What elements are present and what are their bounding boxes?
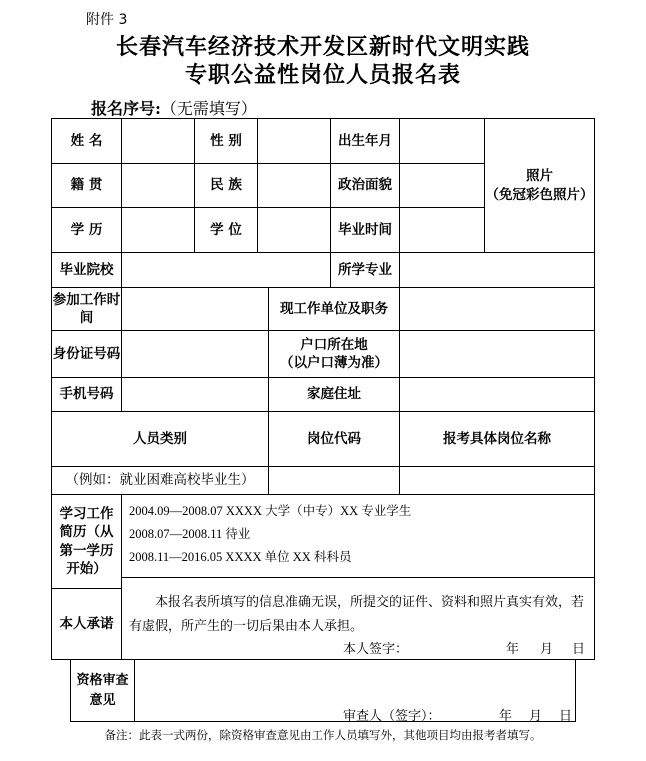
degree-label: 学 位 xyxy=(195,208,258,253)
history-label: 学习工作简历（从第一学历开始） xyxy=(52,495,122,589)
work-start-label: 参加工作时间 xyxy=(52,288,122,331)
history-entry: 2004.09—2008.07 XXXX 大学（中专）XX 专业学生 xyxy=(129,504,412,518)
ethnicity-field[interactable] xyxy=(258,164,331,208)
id-number-field[interactable] xyxy=(122,331,269,378)
degree-field[interactable] xyxy=(258,208,331,253)
phone-field[interactable] xyxy=(122,378,269,412)
post-code-field[interactable] xyxy=(269,467,400,495)
native-place-label: 籍 贯 xyxy=(52,164,122,208)
review-label: 资格审查意见 xyxy=(71,660,135,721)
review-sign-label: 审查人（签字）： xyxy=(343,709,441,724)
post-code-label: 岗位代码 xyxy=(269,412,400,467)
person-type-field[interactable]: （例如：就业困难高校毕业生） xyxy=(52,467,269,495)
major-label: 所学专业 xyxy=(331,253,400,288)
school-label: 毕业院校 xyxy=(52,253,122,288)
major-field[interactable] xyxy=(400,253,594,288)
current-work-field[interactable] xyxy=(400,288,594,331)
review-month: 月 xyxy=(529,709,543,724)
address-field[interactable] xyxy=(400,378,594,412)
native-place-field[interactable] xyxy=(122,164,195,208)
post-name-field[interactable] xyxy=(400,467,594,495)
hukou-field[interactable] xyxy=(400,331,594,378)
serial-number xyxy=(91,96,257,119)
name-label: 姓 名 xyxy=(52,119,122,164)
review-day: 日 xyxy=(559,709,573,724)
registration-form xyxy=(51,118,595,660)
phone-label: 手机号码 xyxy=(52,378,122,412)
pledge-label: 本人承诺 xyxy=(52,589,122,660)
current-work-label: 现工作单位及职务 xyxy=(269,288,400,331)
history-entry: 2008.11—2016.05 XXXX 单位 XX 科科员 xyxy=(129,550,352,564)
grad-time-field[interactable] xyxy=(400,208,485,253)
education-field[interactable] xyxy=(122,208,195,253)
birth-label: 出生年月 xyxy=(331,119,400,164)
pledge-month: 月 xyxy=(540,642,554,657)
gender-label: 性 别 xyxy=(195,119,258,164)
pledge-day: 日 xyxy=(572,642,586,657)
photo-box[interactable]: 照片 （免冠彩色照片） xyxy=(485,119,594,253)
page-title-line-1: 长春汽车经济技术开发区新时代文明实践 xyxy=(115,34,530,60)
political-field[interactable] xyxy=(400,164,485,208)
name-field[interactable] xyxy=(122,119,195,164)
person-type-label: 人员类别 xyxy=(52,412,269,467)
history-entry: 2008.07—2008.11 待业 xyxy=(129,527,251,541)
pledge-sign-label: 本人签字： xyxy=(343,642,409,657)
education-label: 学 历 xyxy=(52,208,122,253)
id-number-label: 身份证号码 xyxy=(52,331,122,378)
grad-time-label: 毕业时间 xyxy=(331,208,400,253)
serial-label: 报名序号: xyxy=(91,99,161,118)
pledge-text: 本报名表所填写的信息准确无误，所提交的证件、资料和照片真实有效，若有虚假，所产生的一切后果由本人承担。 xyxy=(129,595,585,634)
school-field[interactable] xyxy=(122,253,331,288)
serial-note: （无需填写） xyxy=(160,99,257,118)
gender-field[interactable] xyxy=(258,119,331,164)
ethnicity-label: 民 族 xyxy=(195,164,258,208)
address-label: 家庭住址 xyxy=(269,378,400,412)
political-label: 政治面貌 xyxy=(331,164,400,208)
hukou-label: 户口所在地 （以户口薄为准） xyxy=(269,331,400,378)
attachment-label: 附件 3 xyxy=(86,12,128,28)
work-start-field[interactable] xyxy=(122,288,269,331)
history-field[interactable] xyxy=(121,494,594,578)
review-year: 年 xyxy=(499,709,513,724)
footnote: 备注：此表一式两份，除资格审查意见由工作人员填写外，其他项目均由报考者填写。 xyxy=(104,728,542,742)
review-section xyxy=(70,660,576,722)
page-title-line-2: 专职公益性岗位人员报名表 xyxy=(184,62,461,88)
pledge-year: 年 xyxy=(506,642,520,657)
birth-field[interactable] xyxy=(400,119,485,164)
post-name-label: 报考具体岗位名称 xyxy=(400,412,594,467)
